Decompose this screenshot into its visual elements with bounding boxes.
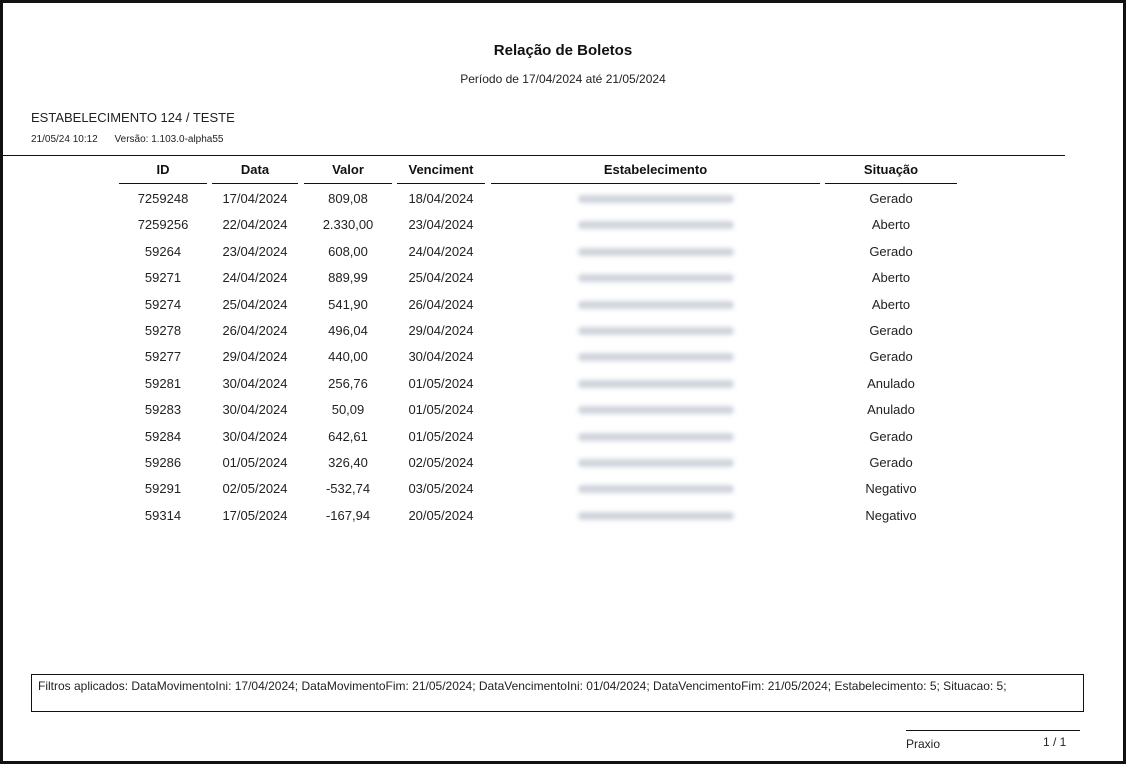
cell-estabelecimento-redacted	[578, 353, 734, 361]
cell-id: 59274	[144, 296, 182, 312]
col-header-data: Data	[240, 162, 270, 177]
cell-id: 59264	[144, 243, 182, 259]
cell-data: 22/04/2024	[222, 217, 288, 233]
cell-data: 25/04/2024	[222, 296, 288, 312]
cell-data: 30/04/2024	[222, 428, 288, 444]
cell-id: 59286	[144, 454, 182, 470]
cell-vencimento: 20/05/2024	[408, 507, 474, 523]
cell-vencimento: 01/05/2024	[408, 428, 474, 444]
table-row	[0, 449, 1126, 475]
col-underline	[119, 183, 207, 184]
cell-vencimento: 03/05/2024	[408, 481, 474, 497]
cell-vencimento: 25/04/2024	[408, 270, 474, 286]
table-row	[0, 423, 1126, 449]
cell-id: 59284	[144, 428, 182, 444]
cell-vencimento: 30/04/2024	[408, 349, 474, 365]
cell-situacao: Aberto	[871, 217, 911, 233]
cell-situacao: Gerado	[869, 191, 913, 206]
col-underline	[304, 183, 392, 184]
cell-valor: 50,09	[331, 402, 365, 418]
cell-data: 30/04/2024	[222, 375, 288, 391]
cell-valor: 256,76	[328, 375, 368, 391]
cell-estabelecimento-redacted	[578, 195, 734, 203]
cell-valor: 440,00	[328, 349, 368, 365]
cell-situacao: Negativo	[865, 481, 917, 497]
cell-data: 17/04/2024	[222, 191, 288, 206]
cell-estabelecimento-redacted	[578, 380, 734, 388]
table-row	[0, 396, 1126, 422]
cell-valor: 2.330,00	[322, 217, 374, 233]
cell-situacao: Gerado	[869, 428, 913, 444]
cell-situacao: Negativo	[865, 507, 917, 523]
cell-data: 02/05/2024	[222, 481, 288, 497]
table-row	[0, 185, 1126, 211]
cell-data: 26/04/2024	[222, 322, 288, 338]
table-row	[0, 317, 1126, 343]
cell-estabelecimento-redacted	[578, 485, 734, 493]
table-row	[0, 211, 1126, 237]
cell-estabelecimento-redacted	[578, 327, 734, 335]
cell-situacao: Gerado	[869, 322, 913, 338]
boletos-table-body	[0, 185, 1126, 528]
cell-id: 59291	[144, 481, 182, 497]
applied-filters: Filtros aplicados: DataMovimentoIni: 17/04/2024; DataMovimentoFim: 21/05/2024; DataVencimentoIni: 01/04/2024; DataVencimentoFim: 21/05/2024; Estabelecimento: 5; Situacao: 5;	[31, 674, 1084, 712]
page-number: 1 / 1	[1043, 735, 1067, 749]
cell-situacao: Anulado	[867, 375, 915, 391]
header-divider	[0, 155, 1065, 156]
cell-id: 59283	[144, 402, 182, 418]
footer-brand: Praxio	[906, 737, 941, 751]
col-underline	[397, 183, 485, 184]
cell-vencimento: 18/04/2024	[408, 191, 474, 206]
cell-id: 59271	[144, 270, 182, 286]
report-timestamp: 21/05/24 10:12	[31, 134, 98, 145]
cell-data: 17/05/2024	[222, 507, 288, 523]
col-underline	[825, 183, 957, 184]
cell-estabelecimento-redacted	[578, 274, 734, 282]
table-row	[0, 370, 1126, 396]
cell-valor: 889,99	[328, 270, 368, 286]
cell-valor: 608,00	[328, 243, 368, 259]
cell-estabelecimento-redacted	[578, 301, 734, 309]
cell-vencimento: 01/05/2024	[408, 375, 474, 391]
cell-id: 59277	[144, 349, 182, 365]
col-underline	[212, 183, 298, 184]
col-header-valor: Valor	[332, 162, 364, 177]
cell-data: 24/04/2024	[222, 270, 288, 286]
cell-vencimento: 02/05/2024	[408, 454, 474, 470]
cell-estabelecimento-redacted	[578, 433, 734, 441]
col-header-id: ID	[156, 162, 170, 177]
table-row	[0, 502, 1126, 528]
cell-estabelecimento-redacted	[578, 406, 734, 414]
cell-vencimento: 23/04/2024	[408, 217, 474, 233]
table-row	[0, 475, 1126, 501]
cell-id: 59314	[144, 507, 182, 523]
table-row	[0, 264, 1126, 290]
cell-vencimento: 26/04/2024	[408, 296, 474, 312]
cell-situacao: Aberto	[871, 270, 911, 286]
cell-situacao: Anulado	[867, 402, 915, 418]
cell-estabelecimento-redacted	[578, 459, 734, 467]
table-row	[0, 343, 1126, 369]
report-version: Versão: 1.103.0-alpha55	[114, 134, 224, 145]
table-row	[0, 238, 1126, 264]
cell-valor: -532,74	[325, 481, 371, 497]
cell-data: 01/05/2024	[222, 454, 288, 470]
cell-valor: 642,61	[328, 428, 368, 444]
col-header-estabelecimento: Estabelecimento	[603, 162, 708, 177]
cell-situacao: Gerado	[869, 454, 913, 470]
cell-valor: 541,90	[328, 296, 368, 312]
cell-valor: 809,08	[328, 191, 368, 206]
col-underline	[491, 183, 820, 184]
cell-situacao: Gerado	[869, 349, 913, 365]
report-title: Relação de Boletos	[493, 42, 633, 59]
cell-data: 29/04/2024	[222, 349, 288, 365]
cell-id: 7259256	[137, 217, 189, 233]
cell-situacao: Gerado	[869, 243, 913, 259]
cell-situacao: Aberto	[871, 296, 911, 312]
cell-vencimento: 29/04/2024	[408, 322, 474, 338]
col-header-situacao: Situação	[863, 162, 919, 177]
cell-estabelecimento-redacted	[578, 512, 734, 520]
col-header-vencimento: Venciment	[408, 162, 474, 177]
cell-data: 23/04/2024	[222, 243, 288, 259]
cell-data: 30/04/2024	[222, 402, 288, 418]
establishment-name: ESTABELECIMENTO 124 / TESTE	[31, 110, 235, 125]
cell-valor: 496,04	[328, 322, 368, 338]
cell-valor: -167,94	[325, 507, 371, 523]
cell-vencimento: 01/05/2024	[408, 402, 474, 418]
report-meta	[31, 134, 224, 145]
cell-vencimento: 24/04/2024	[408, 243, 474, 259]
cell-valor: 326,40	[328, 454, 368, 470]
table-row	[0, 291, 1126, 317]
cell-id: 59278	[144, 322, 182, 338]
cell-estabelecimento-redacted	[578, 248, 734, 256]
cell-id: 7259248	[137, 191, 189, 206]
footer-divider	[906, 730, 1080, 731]
cell-id: 59281	[144, 375, 182, 391]
cell-estabelecimento-redacted	[578, 221, 734, 229]
report-period: Período de 17/04/2024 até 21/05/2024	[460, 72, 666, 86]
